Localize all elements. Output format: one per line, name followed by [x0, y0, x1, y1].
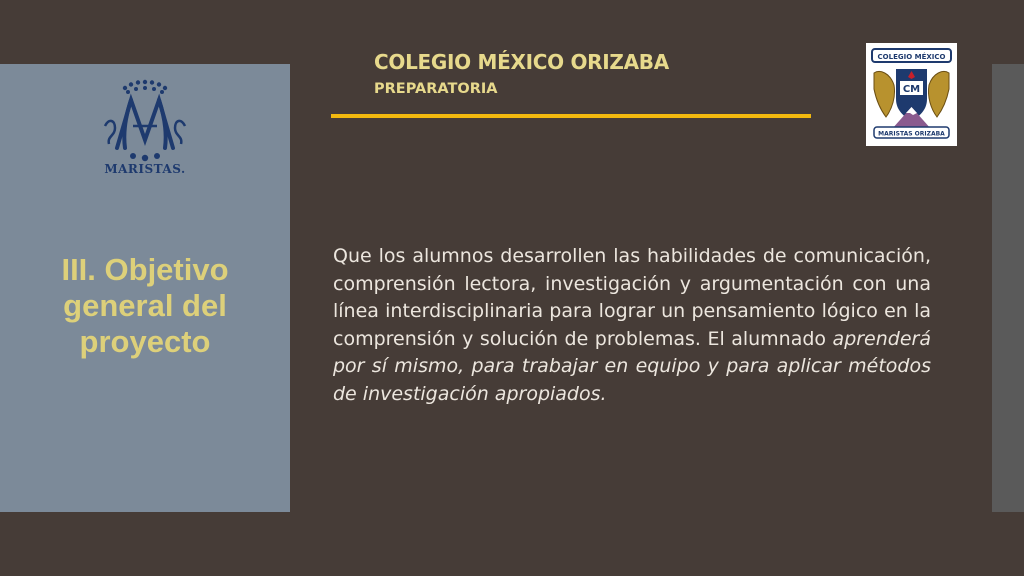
- objective-paragraph: [333, 243, 931, 408]
- header-divider: [331, 114, 811, 118]
- school-subtitle: PREPARATORIA: [374, 81, 498, 97]
- crest-initials: CM: [902, 84, 921, 95]
- maristas-label: MARISTAS.: [104, 162, 186, 176]
- objective-text-regular: Que los alumnos desarrollen las habilidades de comunicación, comprensión lectora, investigación y argumentación con una línea interdisciplinaria para lograr un pensamiento lógico en la comprensión y solución de problemas. El alumnado: [333, 245, 931, 350]
- crest-top-text: COLEGIO MÉXICO: [877, 53, 946, 61]
- right-side-strip: [992, 64, 1024, 512]
- school-crest-icon: [866, 43, 957, 146]
- crest-bottom-text: MARISTAS ORIZABA: [878, 130, 945, 138]
- section-title: III. Objetivo general del proyecto: [61, 252, 229, 359]
- school-name: COLEGIO MÉXICO ORIZABA: [374, 50, 669, 74]
- objective-text-italic: aprenderá por sí mismo, para trabajar en equipo y para aplicar métodos de investigación apropiados.: [333, 327, 931, 405]
